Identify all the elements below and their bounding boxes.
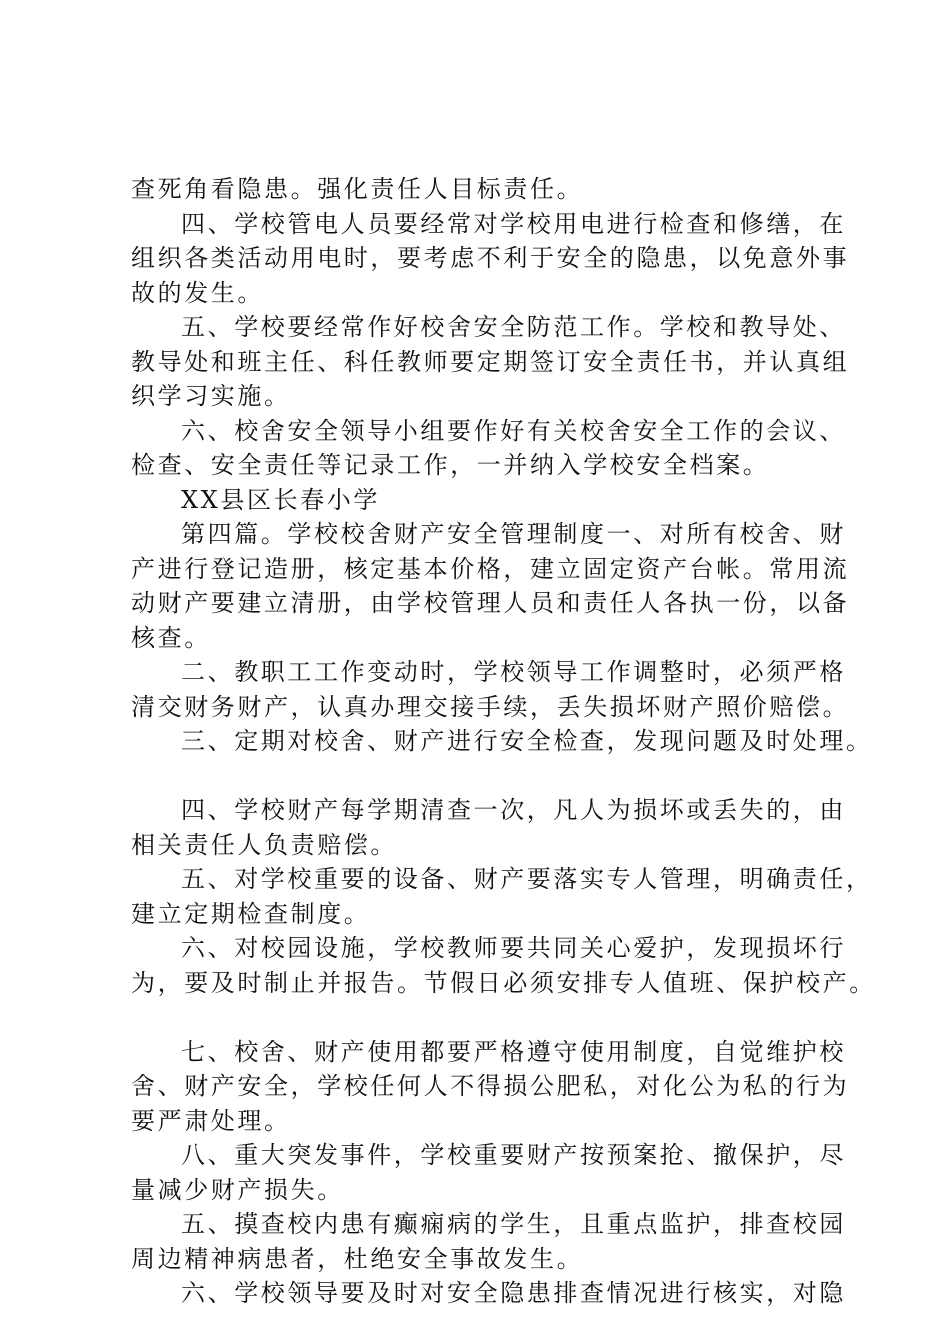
text-line: 为，要及时制止并报告。节假日必须安排专人值班、保护校产。 <box>131 968 876 997</box>
blank-line <box>131 1000 831 1035</box>
text-line: 五、学校要经常作好校舍安全防范工作。学校和教导处、 <box>181 313 846 341</box>
text-line: 织学习实施。 <box>131 382 291 410</box>
text-line: 清交财务财产，认真办理交接手续，丢失损坏财产照价赔偿。 <box>131 692 850 721</box>
text-line: 故的发生。 <box>131 278 264 307</box>
text-line: 六、学校领导要及时对安全隐患排查情况进行核实，对隐 <box>181 1279 846 1307</box>
text-line: 舍、财产安全，学校任何人不得损公肥私，对化公为私的行为 <box>131 1072 850 1100</box>
text-line: 三、定期对校舍、财产进行安全检查，发现问题及时处理。 <box>181 727 873 755</box>
text-line: 产进行登记造册，核定基本价格，建立固定资产台帐。常用流 <box>131 554 850 583</box>
text-line: 六、对校园设施，学校教师要共同关心爱护，发现损坏行 <box>181 934 846 962</box>
text-line: 四、学校财产每学期清查一次，凡人为损坏或丢失的，由 <box>181 796 846 824</box>
text-line: 二、教职工工作变动时，学校领导工作调整时，必须严格 <box>181 658 846 686</box>
text-line: 组织各类活动用电时，要考虑不利于安全的隐患，以免意外事 <box>131 244 850 272</box>
text-line: 检查、安全责任等记录工作，一并纳入学校安全档案。 <box>131 451 770 479</box>
text-line: 八、重大突发事件，学校重要财产按预案抢、撤保护，尽 <box>181 1141 846 1169</box>
text-line: 六、校舍安全领导小组要作好有关校舍安全工作的会议、 <box>181 416 846 445</box>
text-line: 量减少财产损失。 <box>131 1175 344 1204</box>
text-line: 动财产要建立清册，由学校管理人员和责任人各执一份，以备 <box>131 589 850 617</box>
blank-line <box>131 759 831 794</box>
text-line: 周边精神病患者，杜绝安全事故发生。 <box>131 1244 584 1273</box>
text-line: 四、学校管电人员要经常对学校用电进行检查和修缮，在 <box>181 209 846 238</box>
text-line: 五、摸查校内患有癫痫病的学生，且重点监护，排查校园 <box>181 1210 846 1238</box>
text-line: 查死角看隐患。强化责任人目标责任。 <box>131 175 584 203</box>
text-line: 七、校舍、财产使用都要严格遵守使用制度，自觉维护校 <box>181 1037 846 1066</box>
text-line: 核查。 <box>131 623 211 652</box>
text-line: 要严肃处理。 <box>131 1106 291 1135</box>
text-line: 教导处和班主任、科任教师要定期签订安全责任书，并认真组 <box>131 347 850 376</box>
text-line: 五、对学校重要的设备、财产要落实专人管理，明确责任， <box>181 865 873 893</box>
document-body <box>131 172 876 1311</box>
text-line: 建立定期检查制度。 <box>131 899 371 928</box>
text-line: 相关责任人负责赔偿。 <box>131 830 397 859</box>
school-signature: XX县区长春小学 <box>181 485 380 514</box>
section-heading: 第四篇。学校校舍财产安全管理制度一、对所有校舍、财 <box>181 520 846 548</box>
